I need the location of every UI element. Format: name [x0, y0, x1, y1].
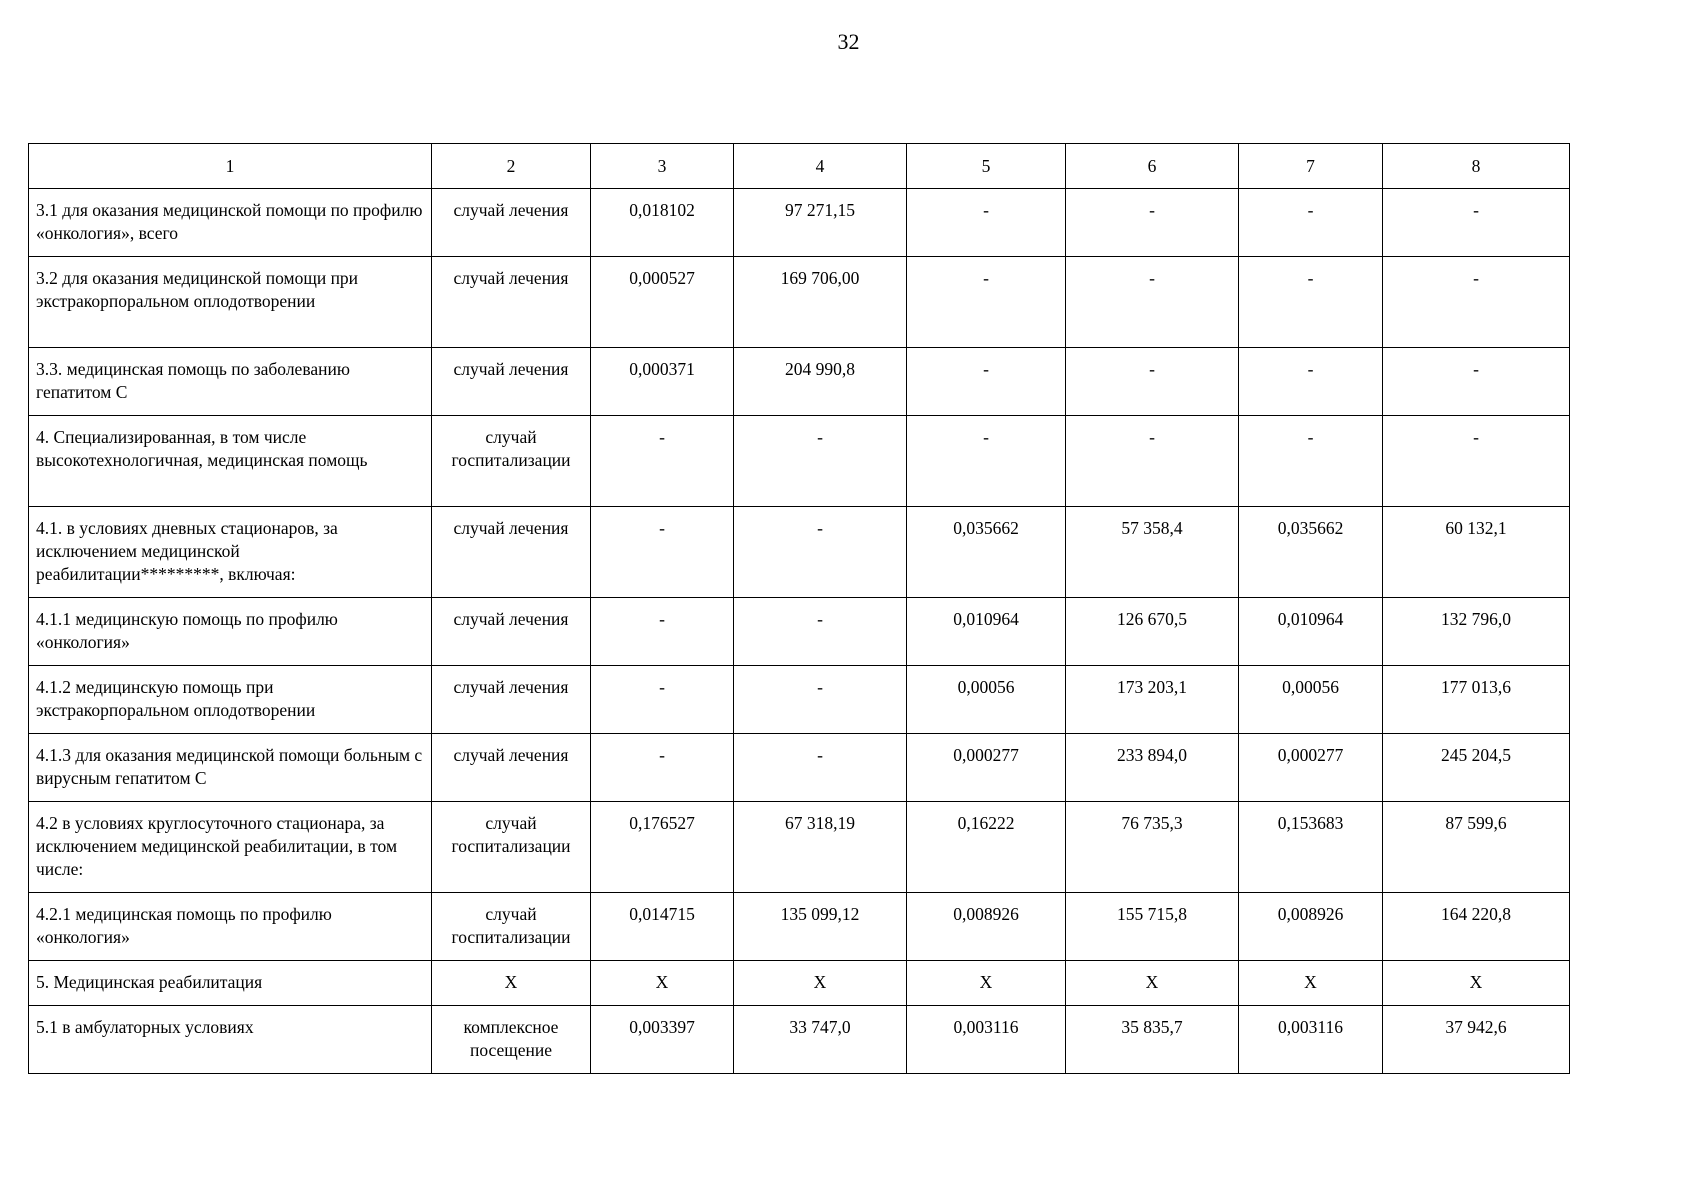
page-number: 32: [837, 29, 860, 54]
table-cell: -: [1383, 348, 1570, 416]
table-cell: случай лечения: [432, 348, 591, 416]
table-cell: случай лечения: [432, 734, 591, 802]
row-label-cell: 4. Специализированная, в том числе высокотехнологичная, медицинская помощь: [29, 416, 432, 507]
table-cell: 177 013,6: [1383, 666, 1570, 734]
table-cell: Х: [1066, 961, 1239, 1006]
table-cell: случай лечения: [432, 598, 591, 666]
header-cell: 5: [907, 144, 1066, 189]
table-cell: -: [734, 507, 907, 598]
table-cell: Х: [591, 961, 734, 1006]
table-cell: Х: [1239, 961, 1383, 1006]
table-cell: -: [907, 189, 1066, 257]
row-label-cell: 4.1.3 для оказания медицинской помощи больным с вирусным гепатитом С: [29, 734, 432, 802]
table-row: [29, 1006, 1570, 1074]
table-cell: -: [1066, 257, 1239, 348]
table-cell: 33 747,0: [734, 1006, 907, 1074]
header-row: [29, 144, 1570, 189]
table-cell: случай лечения: [432, 666, 591, 734]
table-cell: 76 735,3: [1066, 802, 1239, 893]
row-label-cell: 4.1. в условиях дневных стационаров, за исключением медицинской реабилитации*********, включая:: [29, 507, 432, 598]
table-cell: -: [734, 416, 907, 507]
table-cell: 135 099,12: [734, 893, 907, 961]
table-row: [29, 734, 1570, 802]
table-cell: комплексное посещение: [432, 1006, 591, 1074]
table-cell: 245 204,5: [1383, 734, 1570, 802]
table-cell: 132 796,0: [1383, 598, 1570, 666]
table-cell: 0,035662: [1239, 507, 1383, 598]
table-cell: 0,010964: [907, 598, 1066, 666]
table-cell: Х: [432, 961, 591, 1006]
table-cell: -: [1239, 189, 1383, 257]
table-cell: 164 220,8: [1383, 893, 1570, 961]
table-cell: -: [591, 734, 734, 802]
header-cell: 6: [1066, 144, 1239, 189]
table-cell: -: [1066, 348, 1239, 416]
table-cell: случай госпитализации: [432, 893, 591, 961]
table-cell: -: [734, 666, 907, 734]
table-cell: -: [1383, 416, 1570, 507]
table-cell: -: [734, 734, 907, 802]
table-cell: -: [1239, 348, 1383, 416]
table-cell: Х: [734, 961, 907, 1006]
table-row: [29, 961, 1570, 1006]
row-label-cell: 3.3. медицинская помощь по заболеванию гепатитом С: [29, 348, 432, 416]
table-cell: -: [907, 348, 1066, 416]
table-cell: 0,176527: [591, 802, 734, 893]
table-cell: 87 599,6: [1383, 802, 1570, 893]
table-cell: 0,035662: [907, 507, 1066, 598]
table-cell: Х: [1383, 961, 1570, 1006]
table-cell: случай лечения: [432, 507, 591, 598]
row-label-cell: 5. Медицинская реабилитация: [29, 961, 432, 1006]
table-cell: 173 203,1: [1066, 666, 1239, 734]
row-label-cell: 3.1 для оказания медицинской помощи по профилю «онкология», всего: [29, 189, 432, 257]
table-row: [29, 257, 1570, 348]
table-cell: 0,018102: [591, 189, 734, 257]
table-cell: 0,003397: [591, 1006, 734, 1074]
header-cell: 7: [1239, 144, 1383, 189]
table-cell: 0,008926: [1239, 893, 1383, 961]
table-cell: -: [591, 666, 734, 734]
row-label-cell: 4.1.1 медицинскую помощь по профилю «онкология»: [29, 598, 432, 666]
table-row: [29, 802, 1570, 893]
table-cell: 57 358,4: [1066, 507, 1239, 598]
table-row: [29, 893, 1570, 961]
table-cell: -: [907, 257, 1066, 348]
table-cell: -: [591, 416, 734, 507]
header-cell: 4: [734, 144, 907, 189]
table-cell: 155 715,8: [1066, 893, 1239, 961]
table-cell: -: [1239, 416, 1383, 507]
table-cell: 60 132,1: [1383, 507, 1570, 598]
table-cell: -: [591, 507, 734, 598]
table-row: [29, 189, 1570, 257]
table-cell: 204 990,8: [734, 348, 907, 416]
table-cell: 0,153683: [1239, 802, 1383, 893]
header-cell: 2: [432, 144, 591, 189]
table-cell: 67 318,19: [734, 802, 907, 893]
table-cell: -: [734, 598, 907, 666]
table-cell: случай госпитализации: [432, 802, 591, 893]
row-label-cell: 4.1.2 медицинскую помощь при экстракорпоральном оплодотворении: [29, 666, 432, 734]
table-cell: -: [1066, 416, 1239, 507]
table-cell: -: [907, 416, 1066, 507]
table-cell: 0,00056: [1239, 666, 1383, 734]
table-cell: -: [591, 598, 734, 666]
table-cell: 0,000371: [591, 348, 734, 416]
table-cell: -: [1383, 257, 1570, 348]
table-cell: 126 670,5: [1066, 598, 1239, 666]
table-cell: -: [1066, 189, 1239, 257]
table-row: [29, 507, 1570, 598]
table-cell: 0,000277: [907, 734, 1066, 802]
table-cell: 0,003116: [907, 1006, 1066, 1074]
table-cell: 37 942,6: [1383, 1006, 1570, 1074]
table-cell: 0,000527: [591, 257, 734, 348]
table-cell: 169 706,00: [734, 257, 907, 348]
table-cell: 35 835,7: [1066, 1006, 1239, 1074]
row-label-cell: 4.2 в условиях круглосуточного стационара, за исключением медицинской реабилитации, в том числе:: [29, 802, 432, 893]
table-cell: 97 271,15: [734, 189, 907, 257]
table-body: [29, 189, 1570, 1074]
table-cell: 0,010964: [1239, 598, 1383, 666]
table-row: [29, 416, 1570, 507]
table-row: [29, 598, 1570, 666]
table-cell: 0,000277: [1239, 734, 1383, 802]
header-cell: 1: [29, 144, 432, 189]
table-cell: 233 894,0: [1066, 734, 1239, 802]
row-label-cell: 3.2 для оказания медицинской помощи при экстракорпоральном оплодотворении: [29, 257, 432, 348]
data-table: [28, 143, 1570, 1074]
table-cell: случай лечения: [432, 189, 591, 257]
table-cell: -: [1239, 257, 1383, 348]
header-cell: 8: [1383, 144, 1570, 189]
table-cell: 0,014715: [591, 893, 734, 961]
table-cell: случай госпитализации: [432, 416, 591, 507]
table-cell: случай лечения: [432, 257, 591, 348]
table-cell: 0,003116: [1239, 1006, 1383, 1074]
table-row: [29, 666, 1570, 734]
table-cell: 0,008926: [907, 893, 1066, 961]
row-label-cell: 5.1 в амбулаторных условиях: [29, 1006, 432, 1074]
row-label-cell: 4.2.1 медицинская помощь по профилю «онкология»: [29, 893, 432, 961]
table-cell: 0,16222: [907, 802, 1066, 893]
table-cell: -: [1383, 189, 1570, 257]
table-cell: 0,00056: [907, 666, 1066, 734]
table-cell: Х: [907, 961, 1066, 1006]
header-cell: 3: [591, 144, 734, 189]
table-row: [29, 348, 1570, 416]
